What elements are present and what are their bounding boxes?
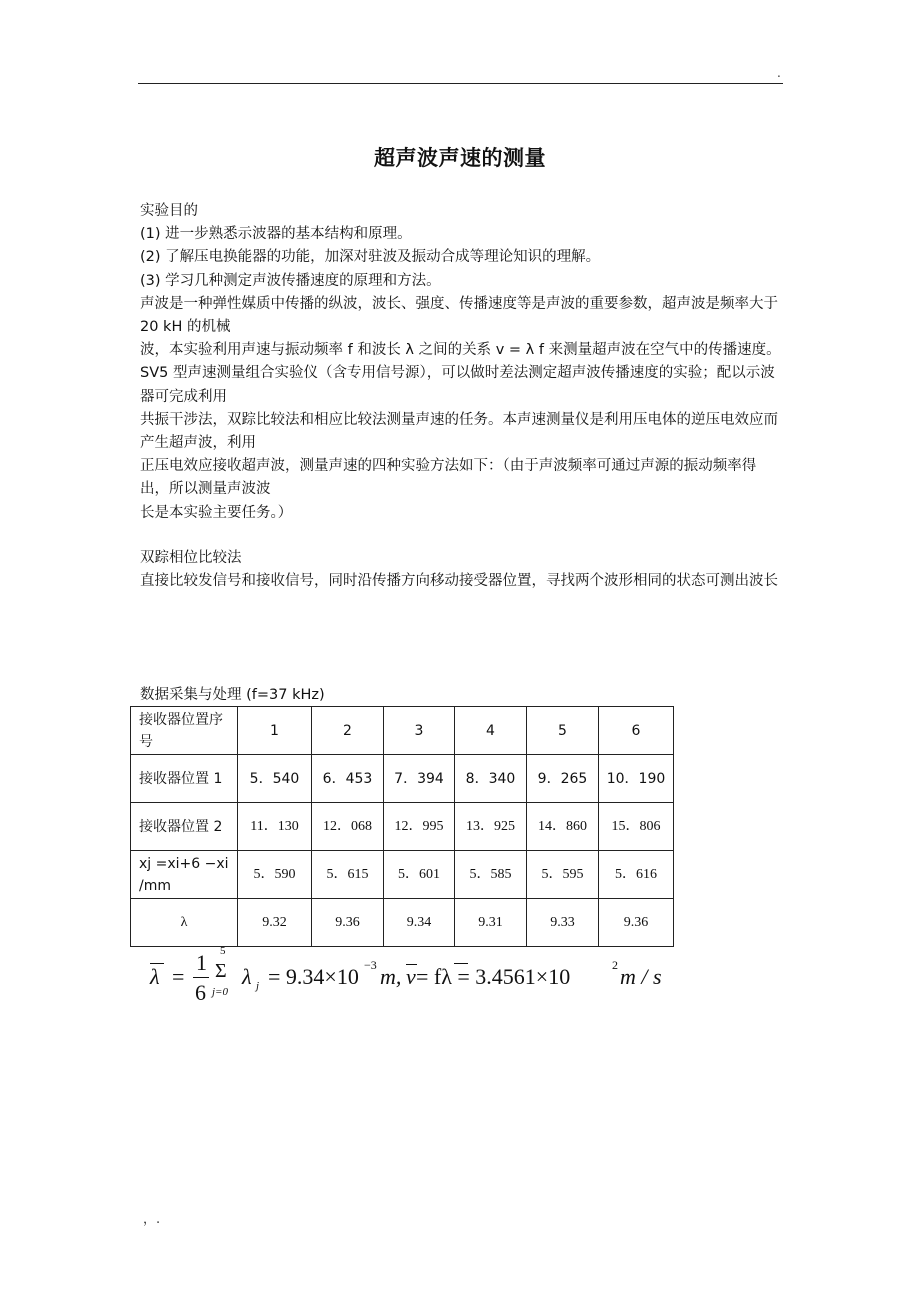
table-cell: 13．925 [455, 803, 527, 851]
objective-2: (2) 了解压电换能器的功能，加深对驻波及振动合成等理论知识的理解。 [140, 249, 601, 266]
row-label: xj =xi+6 −xi /mm [131, 851, 238, 899]
sum-lower-limit: j=0 [212, 986, 228, 998]
table-cell: 10．190 [599, 755, 674, 803]
table-cell: 9.36 [312, 899, 384, 947]
method-text: 直接比较发信号和接收信号，同时沿传播方向移动接受器位置，寻找两个波形相同的状态可测出波长 [140, 573, 778, 590]
fraction-bar [193, 977, 209, 978]
lambda-subscript: j [256, 980, 260, 992]
paragraph-3: SV5 型声速测量组合实验仪（含专用信号源），可以做时差法测定超声波传播速度的实验；配以示波器可完成利用 [140, 365, 775, 405]
table-cell: 14．860 [527, 803, 599, 851]
table-row [131, 899, 674, 947]
equals-sign: = [172, 964, 185, 989]
fraction-numerator: 1 [196, 950, 207, 975]
header-rule [138, 83, 783, 84]
table-cell: 9．265 [527, 755, 599, 803]
paragraph-4: 共振干涉法，双踪比较法和相应比较法测量声速的任务。本声速测量仪是利用压电体的逆压电效应而产生超声波，利用 [140, 411, 778, 452]
table-cell: 5．585 [455, 851, 527, 899]
objective-1: (1) 进一步熟悉示波器的基本结构和原理。 [140, 226, 412, 243]
lambda-j-symbol: λ [242, 964, 252, 989]
lambda-symbol: λ [150, 964, 160, 989]
table-row [131, 851, 674, 899]
sum-upper-limit: 5 [220, 945, 226, 957]
table-column-header: 5 [527, 707, 599, 755]
row-label: 接收器位置 2 [131, 803, 238, 851]
formula-value-2: = fλ = 3.4561×10 [416, 964, 571, 989]
exponent-1: −3 [364, 958, 377, 972]
table-cell: 9.34 [384, 899, 455, 947]
table-row [131, 803, 674, 851]
table-cell: 12．995 [384, 803, 455, 851]
unit-m: m, [380, 964, 402, 989]
table-cell: 9.31 [455, 899, 527, 947]
table-column-header: 6 [599, 707, 674, 755]
table-cell: 9.33 [527, 899, 599, 947]
table-column-header: 2 [312, 707, 384, 755]
table-cell: 8．340 [455, 755, 527, 803]
table-cell: 5．590 [238, 851, 312, 899]
table-cell: 6．453 [312, 755, 384, 803]
table-cell: 15．806 [599, 803, 674, 851]
table-caption: 数据采集与处理 (f=37 kHz) [140, 687, 325, 703]
table-cell: 5．601 [384, 851, 455, 899]
exponent-2: 2 [612, 958, 618, 972]
method-heading: 双踪相位比较法 [140, 549, 242, 566]
v-symbol: v [406, 964, 416, 989]
paragraph-6: 长是本实验主要任务。） [140, 504, 293, 521]
row-label: 接收器位置 1 [131, 755, 238, 803]
table-header-label: 接收器位置序号 [131, 707, 238, 755]
page-title: 超声波声速的测量 [374, 146, 546, 170]
table-cell: 5．616 [599, 851, 674, 899]
table-cell: 9.32 [238, 899, 312, 947]
table-column-header: 3 [384, 707, 455, 755]
body-text [140, 200, 785, 593]
table-cell: 5．615 [312, 851, 384, 899]
row-label: λ [131, 899, 238, 947]
data-table [130, 706, 674, 947]
table-header-row [131, 707, 674, 755]
table-cell: 11．130 [238, 803, 312, 851]
paragraph-2: 波，本实验利用声速与振动频率 f 和波长 λ 之间的关系 v = λ f 来测量超声波在空气中的传播速度。 [140, 342, 781, 359]
unit-m-per-s: m / s [620, 964, 662, 989]
table-cell: 9.36 [599, 899, 674, 947]
fraction-denominator: 6 [195, 980, 206, 1005]
formula-value-1: = 9.34×10 [268, 964, 359, 989]
table-cell: 5．595 [527, 851, 599, 899]
table-cell: 12．068 [312, 803, 384, 851]
table-column-header: 4 [455, 707, 527, 755]
objective-3: (3) 学习几种测定声波传播速度的原理和方法。 [140, 272, 441, 289]
footer-mark: ，. [143, 1212, 161, 1227]
table-cell: 5．540 [238, 755, 312, 803]
wavelength-speed-formula [148, 945, 688, 1010]
table-row [131, 755, 674, 803]
section-heading: 实验目的 [140, 203, 198, 219]
table-cell: 7．394 [384, 755, 455, 803]
table-column-header: 1 [238, 707, 312, 755]
paragraph-1: 声波是一种弹性媒质中传播的纵波，波长、强度、传播速度等是声波的重要参数，超声波是频率大于 20 kH 的机械 [140, 295, 778, 336]
sum-sign: Σ [215, 960, 227, 982]
header-mark: . [777, 66, 781, 80]
paragraph-5: 正压电效应接收超声波，测量声速的四种实验方法如下：（由于声波频率可通过声源的振动频率得出，所以测量声波波 [140, 458, 757, 498]
